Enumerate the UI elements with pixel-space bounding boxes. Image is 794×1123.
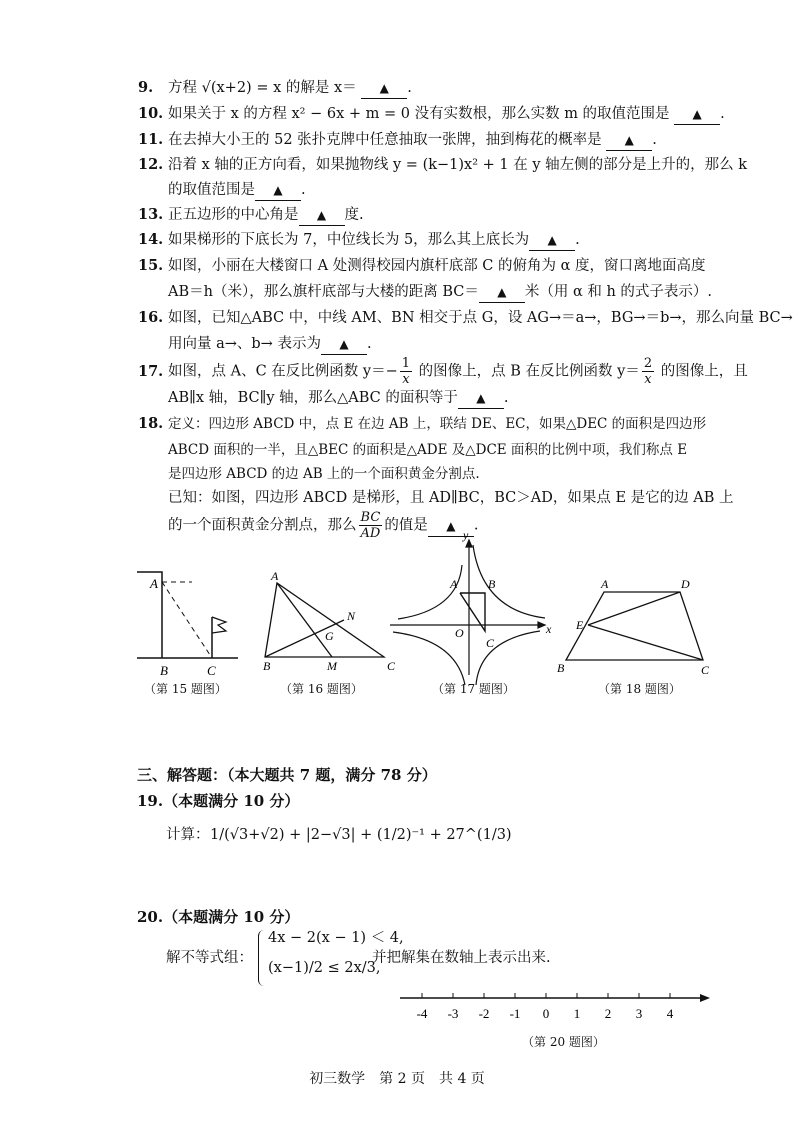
number-line-label: -1 <box>509 1006 521 1021</box>
q18-l5: 的一个面积黄金分割点，那么 $\frac{BC}{AD}$ 的值是 ▲ . <box>168 510 479 541</box>
q13-text: 正五边形的中心角是 ▲ 度. <box>168 205 364 226</box>
q14-text: 如果梯形的下底长为 7，中位线长为 5，那么其上底长为 ▲ . <box>168 230 580 251</box>
fig17-label-y: y <box>463 528 469 542</box>
fig15-label-B: B <box>160 663 168 678</box>
fig18-label-B: B <box>557 661 565 675</box>
fig16-label-A: A <box>271 569 279 583</box>
fig17-caption: （第 17 题图） <box>432 682 515 696</box>
fig16-label-M: M <box>327 659 337 673</box>
q20-header: 20.（本题满分 10 分） <box>137 908 300 926</box>
fig17-label-O: O <box>455 626 464 640</box>
q19-expression: 1/(√3+√2) + |2−√3| + (1/2)⁻¹ + 27^(1/3) <box>210 827 512 843</box>
fig15-label-A: A <box>150 576 158 591</box>
q18-l4: 已知：如图，四边形 ABCD 是梯形，且 AD∥BC，BC＞AD，如果点 E 是它的边 AB 上 <box>168 490 734 506</box>
q12-line2: 的取值范围是 ▲ . <box>168 180 306 201</box>
figure-16 <box>265 583 384 657</box>
q20-brace <box>258 930 267 986</box>
page-footer: 初三数学 第 2 页 共 4 页 <box>309 1071 485 1087</box>
number-line-label: -2 <box>478 1006 490 1021</box>
fig18-caption: （第 18 题图） <box>598 682 681 696</box>
q17-line1: 如图，点 A、C 在反比例函数 y＝− $\frac{1}{x}$ 的图像上，点 B 在反比例函数 y＝ $\frac{2}{x}$ 的图像上，且 <box>168 356 748 387</box>
q18-number: 18. <box>138 415 164 432</box>
fig15-caption: （第 15 题图） <box>144 682 227 696</box>
q16-line2: 用向量 a→、b→ 表示为 ▲ . <box>168 334 372 355</box>
fig16-label-C: C <box>387 659 396 673</box>
figures-row <box>0 525 794 700</box>
q18-l1: 定义：四边形 ABCD 中，点 E 在边 AB 上，联结 DE、EC，如果△DEC 的面积是四边形 <box>168 416 707 432</box>
fig17-label-x: x <box>546 622 552 636</box>
number-line-label: 0 <box>542 1006 550 1021</box>
fig16-caption: （第 16 题图） <box>280 682 363 696</box>
fig16-label-B: B <box>263 659 271 673</box>
q15-line1: 如图，小丽在大楼窗口 A 处测得校园内旗杆底部 C 的俯角为 α 度，窗口离地面高度 <box>168 258 706 274</box>
q19-label: 计算： <box>166 827 210 843</box>
q10-text: 如果关于 x 的方程 x² − 6x + m = 0 没有实数根，那么实数 m 的取值范围是 ▲ . <box>168 104 725 125</box>
q9-text: 方程 √(x+2) = x 的解是 x＝ ▲ . <box>168 78 412 99</box>
section3-heading: 三、解答题：（本大题共 7 题，满分 78 分） <box>137 766 437 784</box>
number-line-label: 2 <box>604 1006 612 1021</box>
q11-number: 11. <box>138 131 164 148</box>
q17-number: 17. <box>138 363 164 380</box>
q15-line2: AB＝h（米），那么旗杆底部与大楼的距离 BC＝ ▲ 米（用 α 和 h 的式子表示）. <box>168 282 712 303</box>
fig17-label-B: B <box>488 577 496 591</box>
number-line-label: 1 <box>573 1006 581 1021</box>
q17-line2: AB∥x 轴，BC∥y 轴，那么△ABC 的面积等于 ▲ . <box>168 388 509 409</box>
q16-line1: 如图，已知△ABC 中，中线 AM、BN 相交于点 G，设 AG→＝a→，BG→＝b→，那么向量 BC→ <box>168 310 793 326</box>
q19-header: 19.（本题满分 10 分） <box>137 792 300 810</box>
q9-number: 9. <box>138 79 154 96</box>
fig17-label-C: C <box>486 636 495 650</box>
fig16-label-G: G <box>325 629 334 643</box>
q20-ineq1: 4x − 2(x − 1) ＜ 4, <box>268 930 404 946</box>
number-line-label: -3 <box>447 1006 459 1021</box>
q20-tail: 并把解集在数轴上表示出来. <box>372 950 551 966</box>
fig18-label-D: D <box>681 577 690 591</box>
fig15-label-C: C <box>207 663 216 678</box>
q18-l3: 是四边形 ABCD 的边 AB 上的一个面积黄金分割点. <box>168 466 480 482</box>
q10-number: 10. <box>138 105 164 122</box>
figure-18 <box>566 592 703 660</box>
number-line-label: 3 <box>635 1006 643 1021</box>
fig18-label-C: C <box>701 663 710 677</box>
number-line <box>398 988 718 1028</box>
q20-ineq2: (x−1)/2 ≤ 2x/3, <box>268 960 381 976</box>
q18-l2: ABCD 面积的一半，且△BEC 的面积是△ADE 及△DCE 面积的比例中项，我们称点 E <box>168 442 688 458</box>
q16-number: 16. <box>138 309 164 326</box>
q20-caption: （第 20 题图） <box>522 1035 605 1049</box>
fig17-label-A: A <box>450 577 458 591</box>
q14-number: 14. <box>138 231 164 248</box>
q15-number: 15. <box>138 257 164 274</box>
fig18-label-E: E <box>576 618 584 632</box>
number-line-label: -4 <box>416 1006 428 1021</box>
q13-number: 13. <box>138 206 164 223</box>
number-line-label: 4 <box>666 1006 674 1021</box>
q12-number: 12. <box>138 156 164 173</box>
q12-line1: 沿着 x 轴的正方向看，如果抛物线 y = (k−1)x² + 1 在 y 轴左侧的部分是上升的，那么 k <box>168 157 748 173</box>
q11-text: 在去掉大小王的 52 张扑克牌中任意抽取一张牌，抽到梅花的概率是 ▲ . <box>168 130 657 151</box>
fig16-label-N: N <box>347 609 356 623</box>
fig18-label-A: A <box>601 577 609 591</box>
q20-label: 解不等式组： <box>166 950 253 966</box>
figure-17 <box>390 540 545 685</box>
